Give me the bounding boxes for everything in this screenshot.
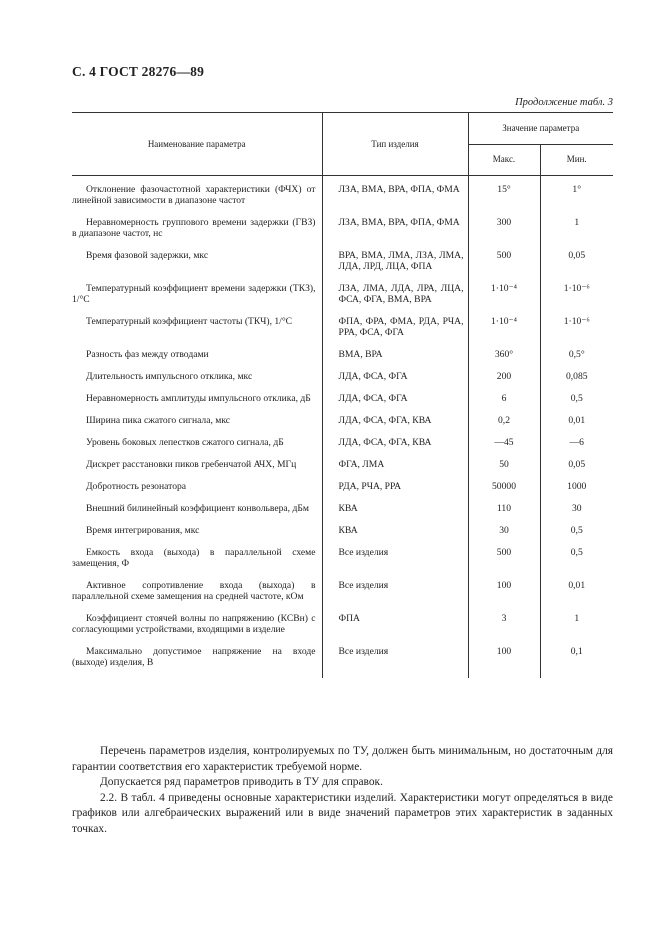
table-continuation-label: Продолжение табл. 3 [515,97,613,108]
cell-parameter-name: Дискрет расстановки пиков гребенчатой АЧХ, МГц [72,455,322,477]
table-row [72,176,613,214]
cell-parameter-name: Температурный коэффициент частоты (ТКЧ), 1/°С [72,312,322,345]
cell-parameter-name: Неравномерность амплитуды импульсного отклика, дБ [72,389,322,411]
cell-max-value: 0,2 [468,411,540,433]
cell-parameter-name: Добротность резонатора [72,477,322,499]
table-row [72,312,613,345]
page-header: С. 4 ГОСТ 28276—89 [72,64,205,79]
cell-min-value: 0,05 [568,250,586,261]
cell-max-value: 360° [468,345,540,367]
cell-product-type: Все изделия [322,642,468,678]
cell-min-value: 0,01 [568,415,586,426]
cell-parameter-name: Температурный коэффициент времени задержки (ТКЗ), 1/°С [72,279,322,312]
cell-max-value: 110 [468,499,540,521]
table-row [72,433,613,455]
cell-parameter-name: Максимально допустимое напряжение на входе (выходе) изделия, В [72,642,322,678]
cell-parameter-name: Активное сопротивление входа (выхода) в параллельной схеме замещения на средней частоте, кОм [72,576,322,609]
paragraph: Перечень параметров изделия, контролируемых по ТУ, должен быть минимальным, но достаточным для гарантии соответствия его характеристик требуемой норме. [72,745,613,773]
body-text [72,744,613,837]
cell-max-value: 100 [468,576,540,609]
cell-product-type: КВА [322,499,468,521]
cell-parameter-name: Неравномерность группового времени задержки (ГВЗ) в диапазоне частот, нс [72,213,322,246]
cell-parameter-name: Время фазовой задержки, мкс [72,246,322,279]
table-row [72,411,613,433]
cell-product-type: ФГА, ЛМА [322,455,468,477]
header-parameter-name: Наименование параметра [72,113,322,176]
parameters-table [72,112,613,678]
cell-min-value: 0,5 [570,525,583,536]
header-max: Макс. [468,144,540,176]
cell-min-value: 0,085 [565,371,588,382]
cell-max-value: 50 [468,455,540,477]
cell-product-type: ФПА [322,609,468,642]
cell-max-value: 30 [468,521,540,543]
cell-parameter-name: Емкость входа (выхода) в параллельной схеме замещения, Ф [72,543,322,576]
cell-max-value: 1·10⁻⁴ [468,312,540,345]
cell-min-value: 0,5° [568,349,585,360]
table-row [72,543,613,576]
cell-product-type: ЛДА, ФСА, ФГА, КВА [322,411,468,433]
cell-parameter-name: Ширина пика сжатого сигнала, мкс [72,411,322,433]
cell-min-value: —6 [569,437,584,448]
cell-max-value: 1·10⁻⁴ [468,279,540,312]
table-row [72,389,613,411]
cell-min-value: 1·10⁻⁶ [563,316,590,327]
cell-product-type: ЛЗА, ВМА, ВРА, ФПА, ФМА [322,213,468,246]
table-row [72,367,613,389]
cell-product-type: ЛДА, ФСА, ФГА, КВА [322,433,468,455]
cell-product-type: Все изделия [322,543,468,576]
cell-parameter-name: Время интегрирования, мкс [72,521,322,543]
paragraph: 2.2. В табл. 4 приведены основные характеристики изделий. Характеристики могут определяться в виде графиков или алгебраических выражений или в виде значений параметров этих характеристик в заданных точках. [72,791,613,835]
cell-max-value: 100 [468,642,540,678]
cell-product-type: РДА, РЧА, РРА [322,477,468,499]
cell-max-value: 500 [468,543,540,576]
cell-product-type: ЛЗА, ВМА, ВРА, ФПА, ФМА [322,176,468,214]
cell-product-type: ВРА, ВМА, ЛМА, ЛЗА, ЛМА, ЛДА, ЛРД, ЛЦА, ФПА [322,246,468,279]
table-row [72,576,613,609]
cell-product-type: ЛЗА, ЛМА, ЛДА, ЛРА, ЛЦА, ФСА, ФГА, ВМА, ВРА [322,279,468,312]
table-row [72,642,613,678]
cell-parameter-name: Разность фаз между отводами [72,345,322,367]
cell-parameter-name: Уровень боковых лепестков сжатого сигнала, дБ [72,433,322,455]
cell-parameter-name: Длительность импульсного отклика, мкс [72,367,322,389]
cell-parameter-name: Внешний билинейный коэффициент конвольвера, дБм [72,499,322,521]
cell-product-type: КВА [322,521,468,543]
cell-min-value: 0,5 [570,393,583,404]
cell-max-value: 500 [468,246,540,279]
cell-max-value: 300 [468,213,540,246]
cell-max-value: 15° [468,176,540,214]
cell-product-type: ЛДА, ФСА, ФГА [322,367,468,389]
cell-min-value: 30 [571,503,582,514]
cell-min-value: 1 [574,613,580,624]
cell-min-value: 0,5 [570,547,583,558]
table-row [72,477,613,499]
table-row [72,521,613,543]
cell-product-type: Все изделия [322,576,468,609]
cell-min-value: 0,1 [570,646,583,657]
table-row [72,609,613,642]
cell-max-value: 3 [468,609,540,642]
cell-max-value: —45 [468,433,540,455]
cell-product-type: ФПА, ФРА, ФМА, РДА, РЧА, РРА, ФСА, ФГА [322,312,468,345]
cell-min-value: 0,01 [568,580,586,591]
cell-max-value: 50000 [468,477,540,499]
paragraph: Допускается ряд параметров приводить в ТУ для справок. [100,776,383,788]
table-row [72,213,613,246]
table-row [72,499,613,521]
cell-min-value: 1·10⁻⁶ [563,283,590,294]
table-row [72,455,613,477]
table-row [72,279,613,312]
table-row [72,246,613,279]
cell-min-value: 1° [572,184,582,195]
table-row [72,345,613,367]
cell-min-value: 1 [574,217,580,228]
cell-max-value: 200 [468,367,540,389]
cell-max-value: 6 [468,389,540,411]
cell-min-value: 1000 [567,481,587,492]
cell-parameter-name: Коэффициент стоячей волны по напряжению (КСВн) с согласующими устройствами, входящими в изделие [72,609,322,642]
table-body [72,176,613,679]
header-min: Мин. [540,144,613,176]
header-value-group: Значение параметра [468,113,613,145]
header-product-type: Тип изделия [322,113,468,176]
cell-product-type: ЛДА, ФСА, ФГА [322,389,468,411]
cell-product-type: ВМА, ВРА [322,345,468,367]
cell-parameter-name: Отклонение фазочастотной характеристики (ФЧХ) от линейной зависимости в диапазоне частот [72,176,322,214]
cell-min-value: 0,05 [568,459,586,470]
